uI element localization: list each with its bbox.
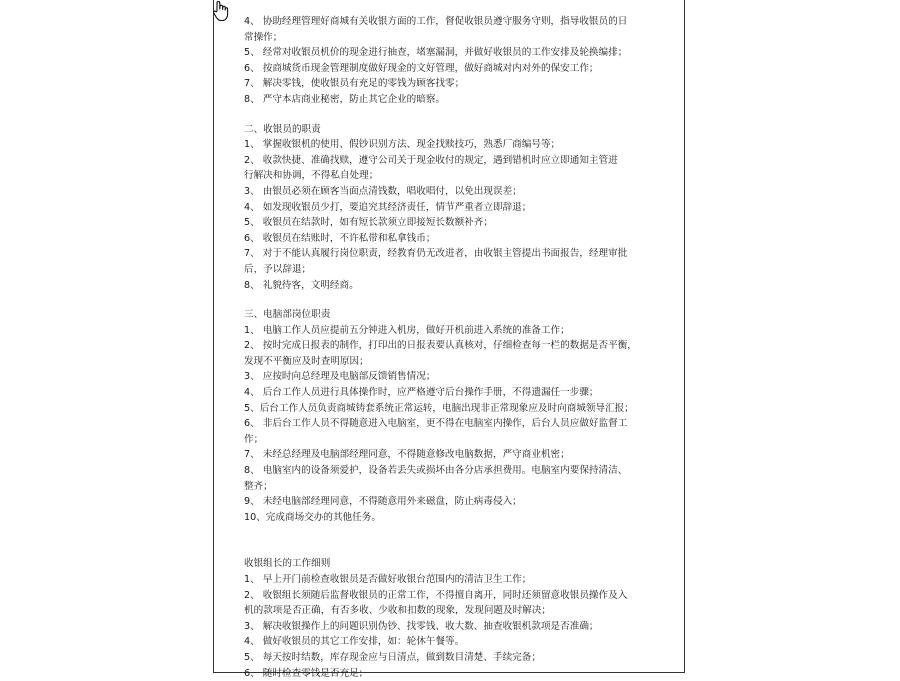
section-computer-dept-duties: [244, 307, 670, 525]
section-gap: [244, 293, 670, 307]
section-heading: 二、收银员的职责: [244, 123, 321, 135]
text-line: 6、 收银员在结账时，不许私带和私拿钱币；: [244, 232, 436, 244]
text-line: 6、 随时检查零钱是否充足；: [244, 667, 369, 679]
text-line: 整齐；: [244, 480, 273, 492]
text-line: 10、完成商场交办的其他任务。: [244, 511, 381, 523]
text-line: 4、 协助经理管理好商城有关收银方面的工作，督促收银员遵守服务守则，指导收银员的日: [244, 16, 628, 27]
text-line: 发现不平衡应及时查明原因；: [244, 355, 369, 367]
section-heading: 收银组长的工作细则: [244, 558, 331, 570]
text-line: 3、 应按时向总经理及电脑部反馈销售情况；: [244, 371, 436, 383]
text-line: 后，予以辞退；: [244, 263, 312, 275]
text-line: 3、 解决收银操作上的问题识别伪钞、找零钱、收大数、抽查收银机款项是否准确；: [244, 620, 599, 632]
text-line: 机的款项是否正确，有否多收、少收和扣数的现象，发现问题及时解决；: [244, 605, 551, 617]
text-line: 1、 早上开门前检查收银员是否做好收银台范围内的清洁卫生工作；: [244, 574, 532, 585]
text-line: 2、 收款快捷、准确找赎，遵守公司关于现金收付的规定，遇到错机时应立即通知主管进: [244, 154, 618, 166]
text-line: 5、后台工作人员负责商城铸套系统正常运转，电脑出现非正常现象应及时向商城领导汇报；: [244, 402, 634, 414]
text-line: 5、 收银员在结款时，如有短长款须立即接短长数额补齐；: [244, 217, 493, 229]
text-line: 3、 由银员必须在顾客当面点清钱数，唱收唱付，以免出现误差；: [244, 185, 522, 197]
section-gap: [244, 108, 670, 122]
text-line: 行解决和协调，不得私自处理；: [244, 170, 379, 182]
text-line: 4、 做好收银员的其它工作安排，如：轮休午餐等。: [244, 636, 465, 648]
text-line: 7、 对于不能认真履行岗位职责，经教育仍无改进者，由收银主管提出书面报告，经理审批: [244, 248, 628, 260]
section-cashier-leader-rules: [244, 556, 670, 681]
text-line: 7、 未经总经理及电脑部经理同意，不得随意修改电脑数据，严守商业机密；: [244, 449, 570, 461]
text-line: 8、 电脑室内的设备须爱护，设备若丢失或损坏由各分店承担费用。电脑室内要保持清洁、: [244, 465, 628, 477]
text-line: 2、 按时完成日报表的制作，打印出的日报表要认真核对，仔细检查每一栏的数据是否平衡，: [244, 340, 637, 352]
text-line: 8、 严守本店商业秘密，防止其它企业的暗察。: [244, 93, 446, 105]
text-line: 5、 经常对收银员机价的现金进行抽查，堵塞漏洞，并做好收银员的工作安排及轮换编排；: [244, 47, 628, 59]
text-line: 1、 电脑工作人员应提前五分钟进入机房，做好开机前进入系统的准备工作；: [244, 324, 570, 336]
text-line: 7、 解决零钱，使收银员有充足的零钱为顾客找零；: [244, 78, 465, 90]
text-line: 6、 非后台工作人员不得随意进入电脑室，更不得在电脑室内操作，后台人员应做好监督工: [244, 418, 628, 430]
hand-cursor-icon: [212, 0, 230, 22]
text-line: 1、 掌握收银机的使用、假钞识别方法、现金找赎技巧，熟悉厂商编号等；: [244, 139, 561, 151]
section-gap: [244, 525, 670, 556]
text-line: 常操作；: [244, 31, 283, 43]
text-line: 作；: [244, 433, 264, 445]
section-cashier-duties: [244, 122, 670, 294]
text-line: 4、 如发现收银员少打，要追究其经济责任，情节严重者立即辞退；: [244, 201, 532, 213]
text-line: 6、 按商城货币现金管理制度做好现金的文好管理，做好商城对内对外的保安工作；: [244, 62, 599, 74]
text-line: 5、 每天按时结数，库存现金应与日清点，做到数目清楚、手续完备；: [244, 651, 541, 663]
text-line: 2、 收银组长须随后监督收银员的正常工作，不得擅自离开，同时还须留意收银员操作及入: [244, 589, 628, 601]
text-line: 4、 后台工作人员进行具体操作时，应严格遵守后台操作手册，不得遗漏任一步骤；: [244, 387, 599, 399]
section-heading: 三、电脑部岗位职责: [244, 309, 331, 321]
document-content: [244, 14, 670, 681]
section-duties-continued: [244, 14, 670, 108]
document-page: [213, 0, 685, 679]
text-line: 9、 未经电脑部经理同意，不得随意用外来磁盘，防止病毒侵入；: [244, 496, 522, 508]
text-line: 8、 礼貌待客，文明经商。: [244, 279, 359, 291]
